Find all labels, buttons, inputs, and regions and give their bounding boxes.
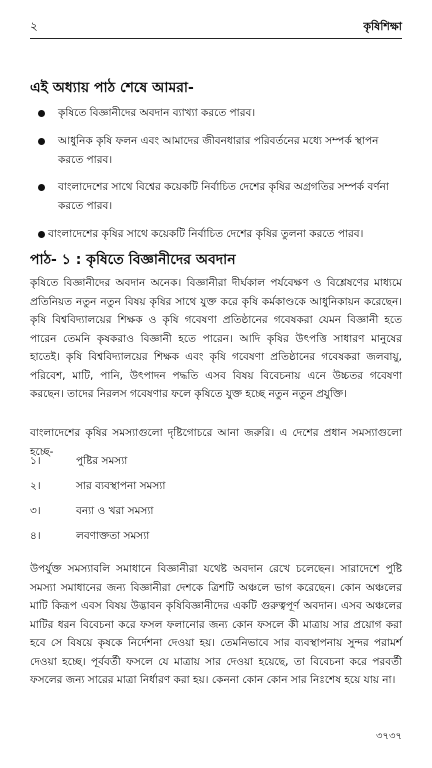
problem-list-item (30, 477, 165, 495)
bullet-icon (38, 184, 45, 191)
problem-number: ১। (30, 455, 41, 467)
problem-text: পুষ্টির সমস্যা (76, 455, 128, 467)
bullet-icon (38, 138, 45, 145)
bullet-icon (38, 110, 45, 117)
body-paragraph: উপর্যুক্ত সমস্যাবলি সমাধানে বিজ্ঞানীরা যথেষ্ট অবদান রেখে চলেছেন। সারাদেশে পুষ্টি সমস্যা সমাধানের জন্য বিজ্ঞানীরা দেশকে ত্রিশটি অঞ্চলে ভাগ করেছেন। কোন অঞ্চলের মাটি কিরূপ এবস বিষয় উদ্ভাবন কৃষিবিজ্ঞানীদের একটি গুরুত্বপূর্ণ অবদান। এসব অঞ্চলের মাটির ধরন বিবেচনা করে ফসল ফলানোর জন্য কোন ফসলে কী মাত্রায় সার প্রয়োগ করা হবে সে বিষয়ে কৃষকে নির্দেশনা দেওয়া হয়। তেমনিভাবে সার ব্যবস্থাপনায় সুন্দর পরামর্শ দেওয়া হচ্ছে। পূর্ববর্তী ফসলে যে মাত্রায় সার দেওয়া হয়েছে, তা বিবেচনা করে পরবর্তী ফসলের জন্য সারের মাত্রা নির্ধারণ করা হয়। কেননা কোন কোন সার নিঃশেষ হয়ে যায় না। (30, 563, 402, 686)
body-paragraph: কৃষিতে বিজ্ঞানীদের অবদান অনেক। বিজ্ঞানীরা দীর্ঘকাল পর্যবেক্ষণ ও বিশ্লেষণের মাধ্যমে প্রতিনিয়ত নতুন নতুন বিষয় কৃষির সাথে যুক্ত করে কৃষি কর্মকাণ্ডকে আধুনিকায়ন করেছেন। কৃষি বিশ্ববিদ্যালয়ের শিক্ষক ও কৃষি গবেষণা প্রতিষ্ঠানের গবেষকরা যেমন বিজ্ঞানী হতে পারেন তেমনি কৃষকরাও বিজ্ঞানী হতে পারেন। আদি কৃষির উৎপত্তি সাধারণ মানুষের হাতেই। কৃষি বিশ্ববিদ্যালয়ের শিক্ষক এবং কৃষি গবেষণা প্রতিষ্ঠানের গবেষকরা জলবায়ু, পরিবেশ, মাটি, পানি, উৎপাদন পদ্ধতি এসব বিষয় বিবেচনায় এনে উচ্চতর গবেষণা করছেন। তাদের নিরলস গবেষণার ফলে কৃষিতে যুক্ত হচ্ছে নতুন নতুন প্রযুক্তি। (30, 277, 402, 400)
problem-list-item (30, 502, 153, 520)
objective-item (38, 225, 408, 244)
page-folio: ৩৭৩৭ (375, 731, 402, 742)
objective-text: বাংলাদেশের কৃষির সাথে কয়েকটি নির্বাচিত দেশের কৃষির তুলনা করতে পারব। (48, 228, 364, 240)
problem-list-item (30, 527, 149, 545)
objective-text: আধুনিক কৃষি ফলন এবং আমাদের জীবনধারার পরিবর্তনের মধ্যে সম্পর্ক স্থাপন করতে পারব। (58, 135, 379, 166)
header-rule (30, 38, 402, 39)
problem-list-item (30, 452, 127, 470)
bullet-icon (38, 231, 45, 238)
problem-text: বন্যা ও খরা সমস্যা (76, 505, 154, 517)
page-header (30, 18, 402, 40)
problem-text: সার ব্যবস্থাপনা সমস্যা (76, 480, 166, 492)
page-number: ২ (30, 19, 38, 33)
objective-item (58, 132, 398, 170)
problem-number: ৩। (30, 505, 41, 517)
problem-number: ২। (30, 480, 41, 492)
problem-number: ৪। (30, 530, 41, 542)
objective-text: কৃষিতে বিজ্ঞানীদের অবদান ব্যাখ্যা করতে পারব। (58, 107, 256, 119)
objective-text: বাংলাদেশের সাথে বিশ্বের কয়েকটি নির্বাচিত দেশের কৃষির অগ্রগতির সম্পর্ক বর্ণনা করতে পারব। (58, 181, 389, 212)
lesson-title: পাঠ- ১ : কৃষিতে বিজ্ঞানীদের অবদান (30, 252, 236, 268)
running-title: কৃষিশিক্ষা (363, 20, 402, 33)
objectives-heading: এই অধ্যায় পাঠ শেষে আমরা- (30, 80, 194, 96)
body-paragraph: বাংলাদেশের কৃষির সমস্যাগুলো দৃষ্টিগোচরে আনা জরুরি। এ দেশের প্রধান সমস্যাগুলো হচ্ছে- (30, 427, 402, 458)
problem-text: লবণাক্ততা সমস্যা (76, 530, 150, 542)
objective-item (58, 104, 398, 123)
objective-item (58, 178, 398, 216)
